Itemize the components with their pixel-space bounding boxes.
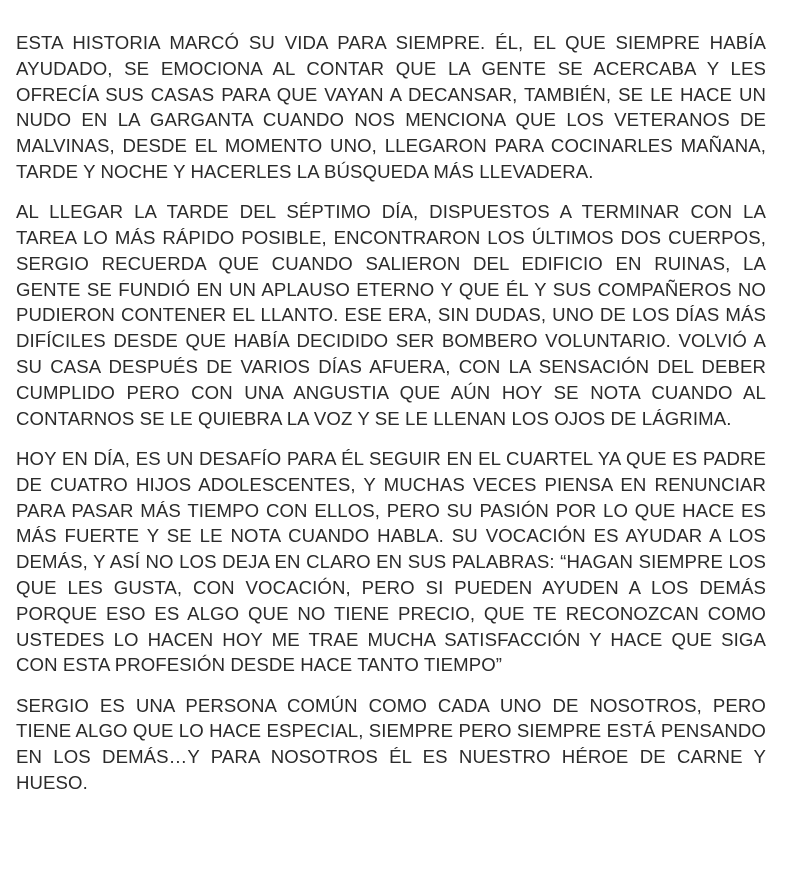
paragraph-4: SERGIO ES UNA PERSONA COMÚN COMO CADA UNO DE NOSOTROS, PERO TIENE ALGO QUE LO HACE ESPECIAL, SIEMPRE PERO SIEMPRE ESTÁ PENSANDO EN LOS DEMÁS…Y PARA NOSOTROS ÉL ES NUESTRO HÉROE DE CARNE Y HUESO. [16, 694, 766, 794]
paragraph-1: ESTA HISTORIA MARCÓ SU VIDA PARA SIEMPRE. ÉL, EL QUE SIEMPRE HABÍA AYUDADO, SE EMOCIONA AL CONTAR QUE LA GENTE SE ACERCABA Y LES OFRECÍA SUS CASAS PARA QUE VAYAN A DECANSAR, TAMBIÉN, SE LE HACE UN NUDO EN LA GARGANTA CUANDO NOS MENCIONA QUE LOS VETERANOS DE MALVINAS, DESDE EL MOMENTO UNO, LLEGARON PARA COCINARLES MAÑANA, TARDE Y NOCHE Y HACERLES LA BÚSQUEDA MÁS LLEVADERA. [16, 32, 766, 182]
paragraph-3: HOY EN DÍA, ES UN DESAFÍO PARA ÉL SEGUIR EN EL CUARTEL YA QUE ES PADRE DE CUATRO HIJOS ADOLESCENTES, Y MUCHAS VECES PIENSA EN RENUNCIAR PARA PASAR MÁS TIEMPO CON ELLOS, PERO SU PASIÓN POR LO QUE HACE ES MÁS FUERTE Y SE LE NOTA CUANDO HABLA. SU VOCACIÓN ES AYUDAR A LOS DEMÁS, Y ASÍ NO LOS DEJA EN CLARO EN SUS PALABRAS: “HAGAN SIEMPRE LOS QUE LES GUSTA, CON VOCACIÓN, PERO SI PUEDEN AYUDEN A LOS DEMÁS PORQUE ESO ES ALGO QUE NO TIENE PRECIO, QUE TE RECONOZCAN COMO USTEDES LO HACEN HOY ME TRAE MUCHA SATISFACCIÓN Y HACE QUE SIGA CON ESTA PROFESIÓN DESDE HACE TANTO TIEMPO” [16, 447, 766, 676]
document-body [16, 30, 766, 810]
paragraph-2: AL LLEGAR LA TARDE DEL SÉPTIMO DÍA, DISPUESTOS A TERMINAR CON LA TAREA LO MÁS RÁPIDO POSIBLE, ENCONTRARON LOS ÚLTIMOS DOS CUERPOS, SERGIO RECUERDA QUE CUANDO SALIERON DEL EDIFICIO EN RUINAS, LA GENTE SE FUNDIÓ EN UN APLAUSO ETERNO Y QUE ÉL Y SUS COMPAÑEROS NO PUDIERON CONTENER EL LLANTO. ESE ERA, SIN DUDAS, UNO DE LOS DÍAS MÁS DIFÍCILES DESDE QUE HABÍA DECIDIDO SER BOMBERO VOLUNTARIO. VOLVIÓ A SU CASA DESPUÉS DE VARIOS DÍAS AFUERA, CON LA SENSACIÓN DEL DEBER CUMPLIDO PERO CON UNA ANGUSTIA QUE AÚN HOY SE NOTA CUANDO AL CONTARNOS SE LE QUIEBRA LA VOZ Y SE LE LLENAN LOS OJOS DE LÁGRIMA. [16, 201, 766, 429]
